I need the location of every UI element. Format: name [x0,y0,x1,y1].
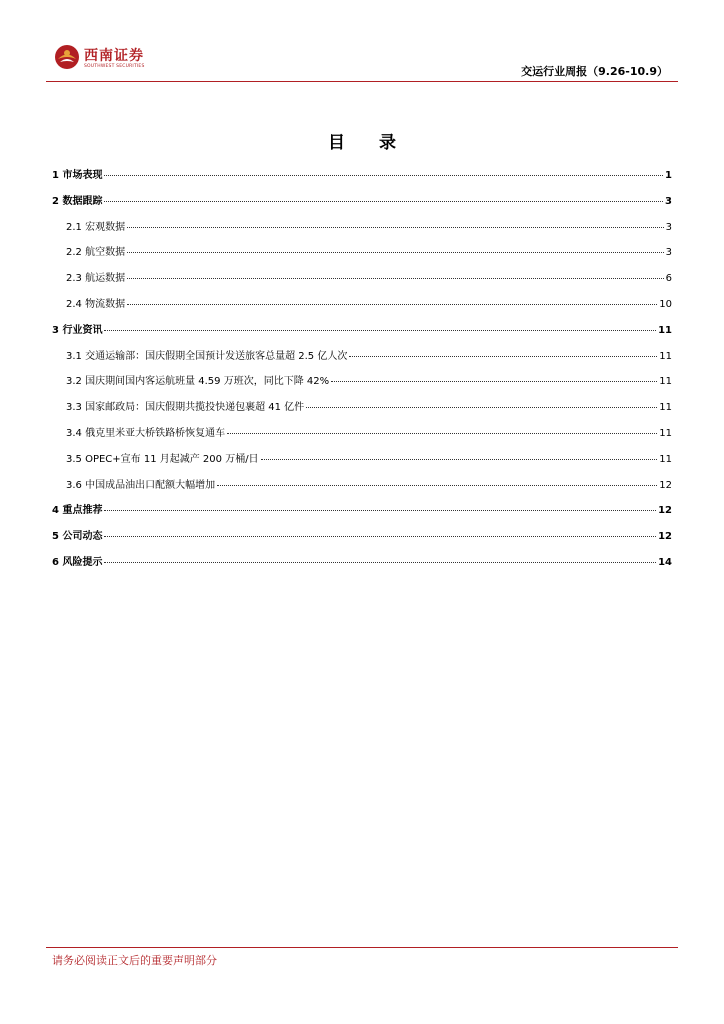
toc-leader-dots [127,278,664,279]
toc-entry-page: 12 [659,479,672,491]
toc-leader-dots [306,407,657,408]
toc-entry[interactable] [52,297,672,313]
toc-leader-dots [217,485,657,486]
toc-leader-dots [104,510,656,511]
toc-entry[interactable] [52,194,672,210]
toc-entry[interactable] [52,271,672,287]
toc-entry-page: 11 [658,324,672,336]
toc-entry[interactable] [52,400,672,416]
toc-entry[interactable] [52,555,672,571]
toc-entry-label: 2.1 宏观数据 [66,221,126,233]
logo-english-name: SOUTHWEST SECURITIES [84,64,145,69]
toc-entry-label: 3.6 中国成品油出口配额大幅增加 [66,479,216,491]
toc-entry-label: 6 风险提示 [52,557,103,568]
toc-entry-label: 2.2 航空数据 [66,247,126,259]
toc-entry-label: 3.5 OPEC+宣布 11 月起减产 200 万桶/日 [66,453,259,465]
toc-leader-dots [104,175,663,176]
toc-entry[interactable] [52,349,672,365]
toc-entry-label: 3.2 国庆期间国内客运航班量 4.59 万班次，同比下降 42% [66,376,330,388]
toc-leader-dots [349,356,657,357]
toc-entry[interactable] [52,426,672,442]
toc-leader-dots [331,381,657,382]
toc-entry-page: 11 [659,453,672,465]
toc-entry[interactable] [52,323,672,339]
toc-entry-label: 5 公司动态 [52,531,103,543]
toc-entry-page: 10 [659,299,672,310]
toc-leader-dots [261,459,658,460]
logo-chinese-name: 西南证券 [84,48,144,64]
toc-entry-label: 2 数据跟踪 [52,195,103,207]
toc-entry-page: 14 [658,557,672,568]
toc-entry-page: 11 [659,402,672,414]
toc-entry-label: 2.3 航运数据 [66,273,126,285]
report-title: 交运行业周报（9.26-10.9） [521,65,668,78]
toc-entry-page: 3 [665,247,672,259]
toc-entry-page: 11 [659,428,672,439]
logo-emblem-icon [54,44,80,70]
toc-leader-dots [127,304,657,305]
toc-entry-page: 11 [659,350,672,362]
toc-leader-dots [127,252,664,253]
toc-entry-page: 3 [665,195,672,207]
toc-leader-dots [104,536,656,537]
toc-entry-label: 2.4 物流数据 [66,299,126,310]
toc-entry-label: 3.3 国家邮政局：国庆假期共揽投快递包裹超 41 亿件 [66,402,305,414]
toc-entry-page: 3 [665,221,672,233]
toc-entry-page: 12 [658,505,672,517]
toc-entry-label: 4 重点推荐 [52,505,103,517]
toc-entry-label: 3 行业资讯 [52,324,103,336]
toc-entry[interactable] [52,374,672,390]
toc-entry[interactable] [52,452,672,468]
toc-entry-page: 11 [659,376,672,388]
toc-entry-page: 1 [665,170,672,181]
toc-entry[interactable] [52,478,672,494]
toc-entry[interactable] [52,529,672,545]
toc-leader-dots [104,330,656,331]
toc-entry-page: 6 [665,273,672,285]
footer-divider [46,947,678,948]
toc-leader-dots [104,562,656,563]
toc-title: 目 录 [328,133,410,153]
footer-disclaimer: 请务必阅读正文后的重要声明部分 [52,954,217,967]
toc-entry-label: 1 市场表现 [52,170,103,181]
toc-entry[interactable] [52,245,672,261]
toc-entry-label: 3.1 交通运输部：国庆假期全国预计发送旅客总量超 2.5 亿人次 [66,350,348,362]
toc-leader-dots [227,433,657,434]
toc-entry-page: 12 [658,531,672,543]
toc-leader-dots [127,227,664,228]
toc-entry[interactable] [52,220,672,236]
toc-leader-dots [104,201,663,202]
toc-entry[interactable] [52,503,672,519]
company-logo [54,44,164,74]
toc-entry-label: 3.4 俄克里米亚大桥铁路桥恢复通车 [66,428,226,439]
toc-entry[interactable] [52,168,672,184]
header-divider [46,81,678,82]
